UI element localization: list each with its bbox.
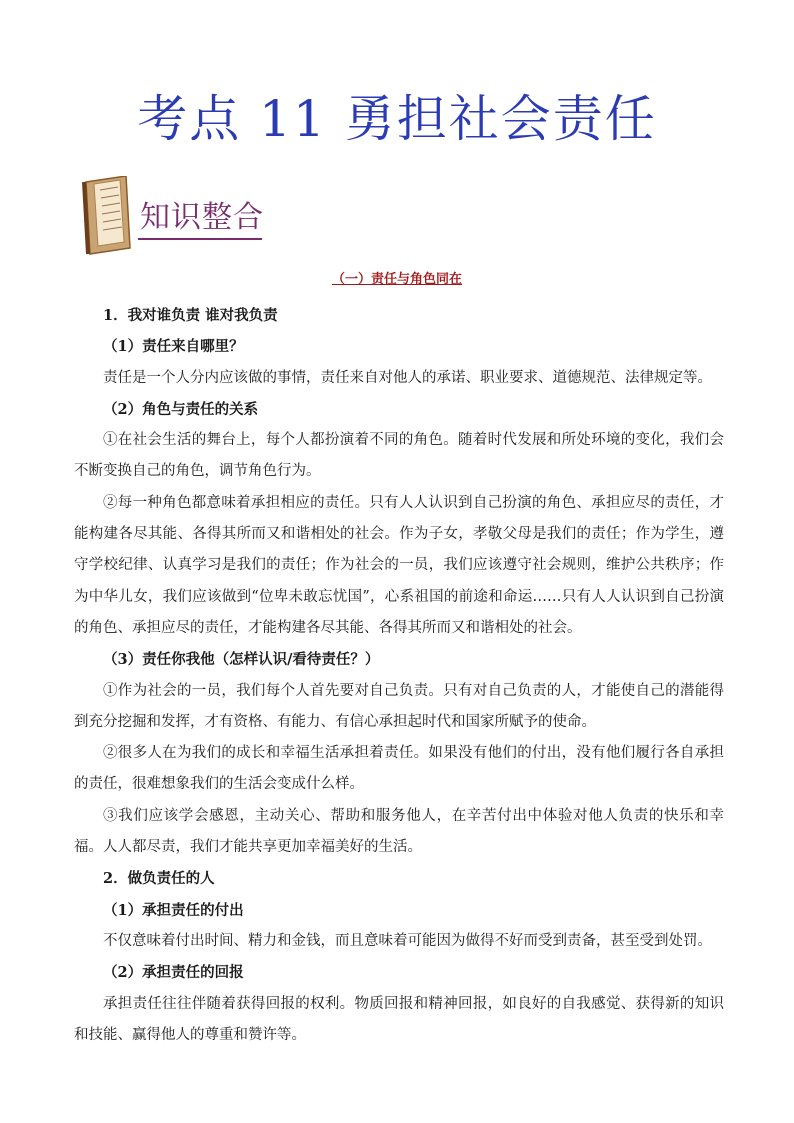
- document-body: [74, 300, 724, 1051]
- paragraph: ①作为社会的一员，我们每个人首先要对自己负责。只有对自己负责的人，才能使自己的潜能得到充分挖掘和发挥，才有资格、有能力、有信心承担起时代和国家所赋予的使命。: [74, 682, 724, 730]
- banner-underline: [138, 238, 262, 240]
- subheading-2-2: （2）承担责任的回报: [103, 964, 244, 982]
- subheading-1-3: （3）责任你我他（怎样认识/看待责任？）: [103, 651, 380, 669]
- banner-label: 知识整合: [140, 200, 264, 235]
- paragraph: 不仅意味着付出时间、精力和金钱，而且意味着可能因为做得不好而受到责备，甚至受到处罚。: [103, 932, 712, 949]
- section-title: （一）责任与角色同在: [331, 272, 462, 287]
- paragraph: 承担责任往往伴随着获得回报的权利。物质回报和精神回报，如良好的自我感觉、获得新的知识和技能、赢得他人的尊重和赞许等。: [74, 995, 724, 1043]
- heading-1: 1．我对谁负责 谁对我负责: [103, 307, 278, 324]
- page-title: 考点 11 勇担社会责任: [137, 90, 657, 148]
- paragraph: ②每一种角色都意味着承担相应的责任。只有人人认识到自己扮演的角色、承担应尽的责任，才能构建各尽其能、各得其所而又和谐相处的社会。作为子女，孝敬父母是我们的责任；作为学生，遵守学校纪律、认真学习是我们的责任；作为社会的一员，我们应该遵守社会规则，维护公共秩序；作为中华儿女，我们应该做到“位卑未敢忘忧国”，心系祖国的前途和命运……只有人人认识到自己扮演的角色、承担应尽的责任，才能构建各尽其能、各得其所而又和谐相处的社会。: [74, 494, 724, 636]
- heading-2: 2．做负责任的人: [103, 870, 215, 888]
- paragraph: ③我们应该学会感恩，主动关心、帮助和服务他人，在辛苦付出中体验对他人负责的快乐和幸福。人人都尽责，我们才能共享更加幸福美好的生活。: [74, 807, 724, 856]
- subheading-1-2: （2）角色与责任的关系: [103, 400, 259, 418]
- paragraph: ②很多人在为我们的成长和幸福生活承担着责任。如果没有他们的付出，没有他们履行各自承担的责任，很难想象我们的生活会变成什么样。: [74, 745, 724, 793]
- subheading-2-1: （1）承担责任的付出: [103, 901, 244, 919]
- paragraph: ①在社会生活的舞台上，每个人都扮演着不同的角色。随着时代发展和所处环境的变化，我们会不断变换自己的角色，调节角色行为。: [74, 432, 724, 480]
- subheading-1-1: （1）责任来自哪里？: [103, 338, 244, 356]
- paragraph: 责任是一个人分内应该做的事情，责任来自对他人的承诺、职业要求、道德规范、法律规定等。: [103, 369, 712, 386]
